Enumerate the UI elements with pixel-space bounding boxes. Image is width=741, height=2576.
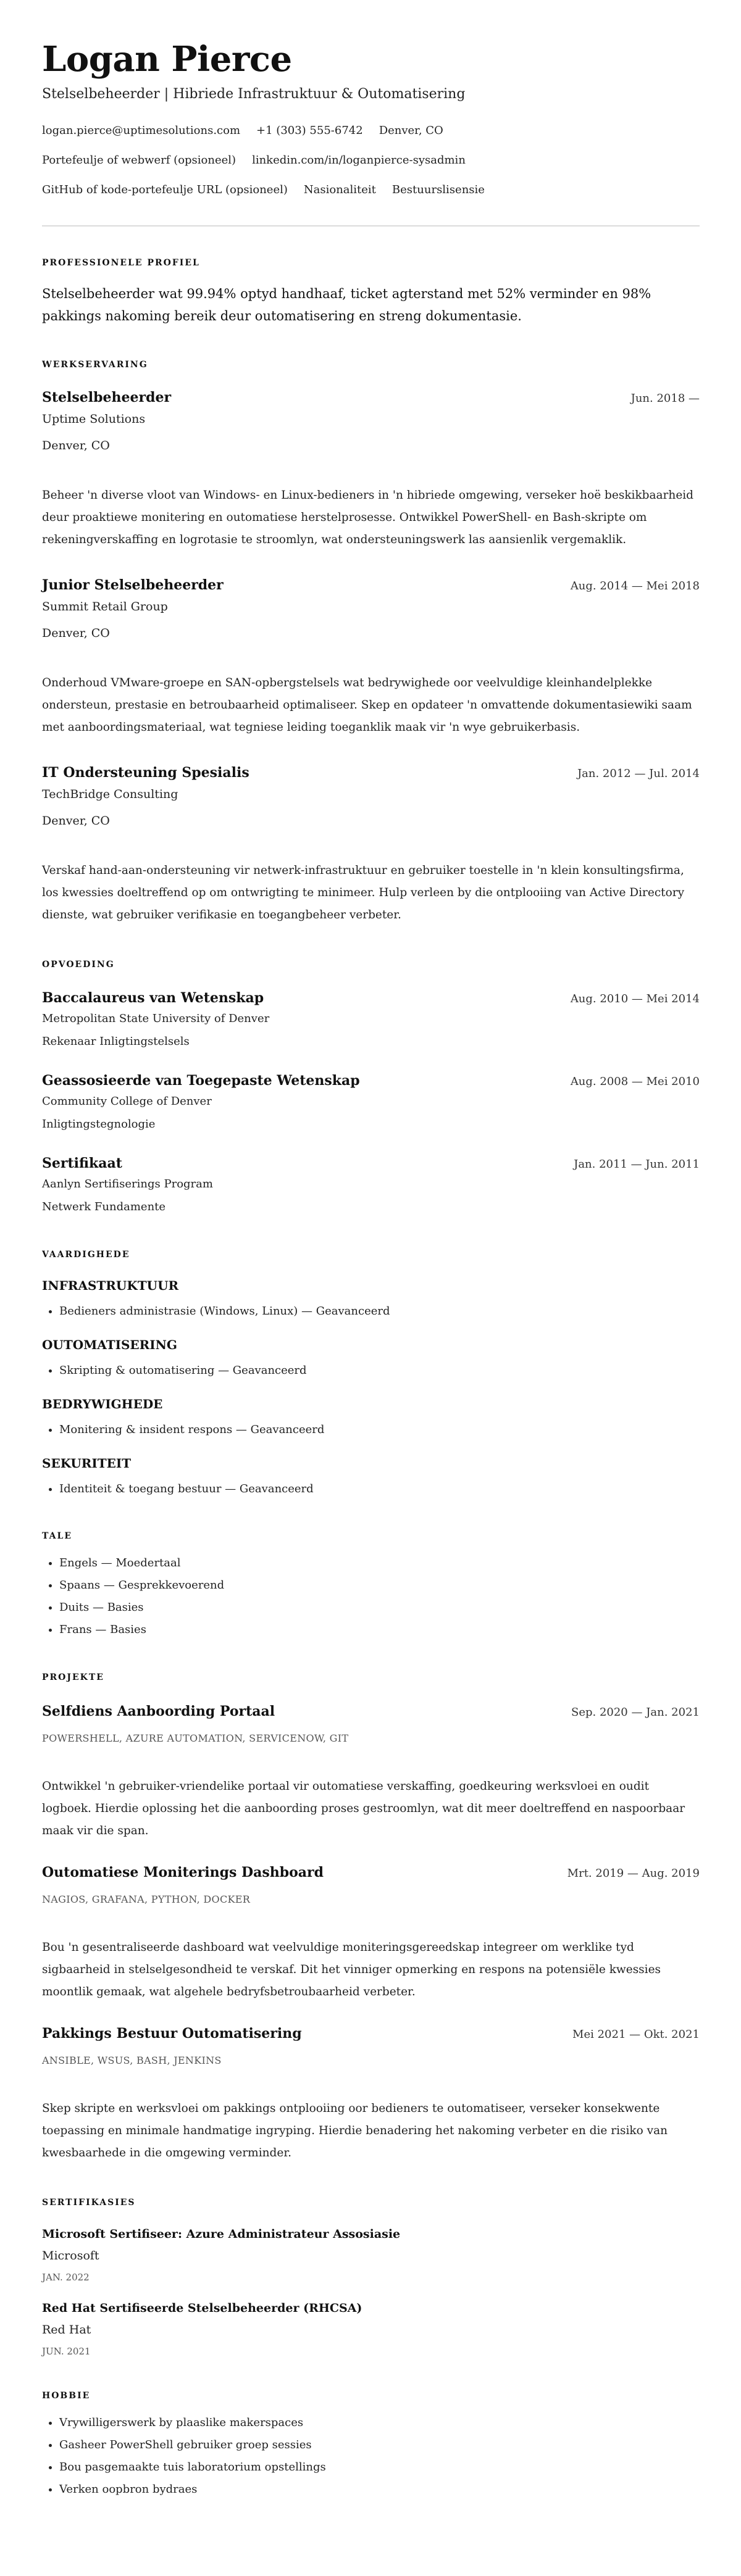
job-company: TechBridge Consulting — [42, 787, 178, 801]
institution: Community College of Denver — [42, 1095, 212, 1108]
language-item: • Duits — Basies — [59, 1597, 700, 1619]
education-dates: Aug. 2008 — Mei 2010 — [570, 1075, 700, 1088]
contact-item: Nasionaliteit — [303, 183, 376, 196]
experience-list — [42, 388, 700, 926]
project-tech-tags: NAGIOS, GRAFANA, PYTHON, DOCKER — [42, 1893, 251, 1905]
project-header — [42, 2024, 700, 2044]
section-heading-profile: PROFESSIONELE PROFIEL — [42, 258, 200, 268]
education-dates: Jan. 2011 — Jun. 2011 — [574, 1158, 700, 1171]
certification-entry — [42, 2225, 700, 2285]
language-item: • Frans — Basies — [59, 1619, 700, 1641]
job-entry — [42, 763, 700, 926]
degree-title: Sertifikaat — [42, 1155, 122, 1171]
project-dates: Mrt. 2019 — Aug. 2019 — [567, 1867, 700, 1880]
job-header — [42, 763, 700, 783]
contact-item: Bestuurslisensie — [391, 183, 485, 196]
contact-item: +1 (303) 555-6742 — [256, 124, 363, 137]
projects-list — [42, 1702, 700, 2164]
skill-item: • Skripting & outomatisering — Geavanceerd — [59, 1360, 700, 1382]
candidate-name: Logan Pierce — [42, 39, 292, 80]
education-entry — [42, 989, 700, 1051]
skill-category: OUTOMATISERING — [42, 1337, 177, 1352]
contact-item: linkedin.com/in/loganpierce-sysadmin — [252, 154, 466, 167]
project-description: Ontwikkel 'n gebruiker-vriendelike portaal vir outomatiese verskaffing, goedkeuring werksvloei en oudit logboek. Hierdie oplossing het die aanboording proses gestroomlyn, wat dit meer doeltreffend en naspoorbaar maak vir die span. — [42, 1780, 685, 1837]
job-location: Denver, CO — [42, 814, 110, 828]
header-divider — [42, 225, 700, 226]
education-header — [42, 1154, 700, 1174]
hobby-item: • Verken oopbron bydraes — [59, 2478, 700, 2501]
job-company: Uptime Solutions — [42, 412, 146, 426]
section-heading-experience: WERKSERVARING — [42, 360, 148, 370]
education-dates: Aug. 2010 — Mei 2014 — [570, 992, 700, 1005]
skill-item: • Bedieners administrasie (Windows, Linux) — Geavanceerd — [59, 1300, 700, 1323]
job-header — [42, 388, 700, 408]
certification-issuer: Microsoft — [42, 2249, 99, 2262]
project-description: Bou 'n gesentraliseerde dashboard wat veelvuldige moniteringsgereedskap integreer om werklike tyd sigbaarheid in stelselgesondheid te verskaf. Dit het vinniger opmerking en respons na potensiële kwessies moontlik gemaak, wat algehele bedryfsbetroubaarheid verbeter. — [42, 1941, 661, 1998]
degree-title: Geassosieerde van Toegepaste Wetenskap — [42, 1073, 360, 1089]
section-heading-projects: PROJEKTE — [42, 1672, 104, 1682]
job-location: Denver, CO — [42, 626, 110, 640]
job-description: Onderhoud VMware-groepe en SAN-opbergstelsels wat bedrywighede oor veelvuldige kleinhandelplekke ondersteun, prestasie en betroubaarheid optimaliseer. Skep en opdateer 'n omvattende dokumentasiewiki saam met aanboordingsmateriaal, wat tegniese leiding toeganklik maak vir 'n wye gebruikerbasis. — [42, 676, 692, 734]
section-heading-languages: TALE — [42, 1531, 73, 1541]
contact-item: logan.pierce@uptimesolutions.com — [42, 124, 241, 137]
education-header — [42, 989, 700, 1008]
project-title: Selfdiens Aanboording Portaal — [42, 1703, 275, 1719]
job-description: Verskaf hand-aan-ondersteuning vir netwerk-infrastruktuur en gebruiker toestelle in 'n klein konsultingsfirma, los kwessies doeltreffend op om ontwrigting te minimeer. Hulp verleen by die ontplooiing van Active Directory dienste, wat gebruiker verifikasie en toegangbeheer verbeter. — [42, 864, 685, 921]
job-location: Denver, CO — [42, 439, 110, 452]
languages-list — [42, 1552, 700, 1641]
job-description: Beheer 'n diverse vloot van Windows- en Linux-bedieners in 'n hibriede omgewing, verseker hoë beskikbaarheid deur proaktiewe monitering en outomatiese herstelprosesse. Ontwikkel PowerShell- en Bash-skripte om rekeningverskaffing en logrotasie te stroomlyn, wat ondersteuningswerk las aansienlik vergemaklik. — [42, 489, 694, 546]
certification-issuer: Red Hat — [42, 2323, 91, 2337]
hobbies-list — [42, 2412, 700, 2501]
project-header — [42, 1702, 700, 1722]
job-title: IT Ondersteuning Spesialis — [42, 765, 249, 781]
section-heading-education: OPVOEDING — [42, 960, 115, 970]
hobby-item: • Bou pasgemaakte tuis laboratorium opstellings — [59, 2456, 700, 2478]
section-heading-hobbies: HOBBIE — [42, 2391, 91, 2401]
skill-category: SEKURITEIT — [42, 1456, 132, 1471]
project-tech-tags: ANSIBLE, WSUS, BASH, JENKINS — [42, 2055, 222, 2066]
contact-item: Denver, CO — [379, 124, 443, 137]
skill-items — [42, 1419, 700, 1441]
language-item: • Engels — Moedertaal — [59, 1552, 700, 1574]
contact-line — [42, 116, 700, 146]
skill-items — [42, 1360, 700, 1382]
contact-line — [42, 146, 700, 175]
project-dates: Sep. 2020 — Jan. 2021 — [571, 1706, 700, 1719]
skill-category: BEDRYWIGHEDE — [42, 1397, 163, 1411]
contact-line — [42, 175, 700, 205]
skills-list — [42, 1277, 700, 1500]
project-entry — [42, 1702, 700, 1842]
skill-item: • Identiteit & toegang bestuur — Geavanceerd — [59, 1478, 700, 1500]
job-dates: Aug. 2014 — Mei 2018 — [570, 580, 700, 592]
certification-title: Red Hat Sertifiseerde Stelselbeheerder (RHCSA) — [42, 2301, 362, 2315]
certification-date: JAN. 2022 — [42, 2272, 90, 2283]
project-dates: Mei 2021 — Okt. 2021 — [572, 2028, 700, 2041]
certification-entry — [42, 2300, 700, 2359]
project-description: Skep skripte en werksvloei om pakkings ontplooiing oor bedieners te outomatiseer, verseker konsekwente toepassing en minimale handmatige ingryping. Hierdie benadering het nakoming verbeter en die risiko van kwesbaarhede in die omgewing verminder. — [42, 2102, 668, 2159]
profile-summary: Stelselbeheerder wat 99.94% optyd handhaaf, ticket agterstand met 52% verminder en 98% pakkings nakoming bereik deur outomatisering en streng dokumentasie. — [42, 286, 651, 323]
candidate-headline: Stelselbeheerder | Hibriede Infrastruktuur & Outomatisering — [42, 86, 466, 102]
project-title: Pakkings Bestuur Outomatisering — [42, 2025, 302, 2042]
project-entry — [42, 1863, 700, 2003]
section-heading-skills: VAARDIGHEDE — [42, 1250, 130, 1260]
job-dates: Jun. 2018 — — [630, 392, 700, 405]
contact-info — [42, 116, 700, 205]
contact-item: GitHub of kode-portefeulje URL (opsioneel) — [42, 183, 288, 196]
education-entry — [42, 1071, 700, 1134]
institution: Aanlyn Sertifiserings Program — [42, 1178, 213, 1190]
field-of-study: Inligtingstegnologie — [42, 1118, 156, 1131]
certification-date: JUN. 2021 — [42, 2346, 91, 2357]
degree-title: Baccalaureus van Wetenskap — [42, 990, 264, 1006]
hobby-item: • Vrywilligerswerk by plaaslike makerspaces — [59, 2412, 700, 2434]
education-list — [42, 989, 700, 1216]
job-company: Summit Retail Group — [42, 600, 168, 613]
contact-item: Portefeulje of webwerf (opsioneel) — [42, 154, 237, 167]
field-of-study: Rekenaar Inligtingstelsels — [42, 1035, 190, 1048]
skill-category: INFRASTRUKTUUR — [42, 1278, 179, 1293]
hobby-item: • Gasheer PowerShell gebruiker groep sessies — [59, 2434, 700, 2456]
job-entry — [42, 576, 700, 739]
education-header — [42, 1071, 700, 1091]
skill-items — [42, 1300, 700, 1323]
job-title: Stelselbeheerder — [42, 389, 172, 405]
institution: Metropolitan State University of Denver — [42, 1012, 270, 1025]
project-header — [42, 1863, 700, 1883]
language-item: • Spaans — Gesprekkevoerend — [59, 1574, 700, 1597]
job-header — [42, 576, 700, 596]
job-title: Junior Stelselbeheerder — [42, 577, 224, 593]
certification-title: Microsoft Sertifiseer: Azure Administrateur Assosiasie — [42, 2227, 401, 2241]
project-title: Outomatiese Moniterings Dashboard — [42, 1864, 324, 1880]
job-dates: Jan. 2012 — Jul. 2014 — [577, 767, 700, 780]
skill-item: • Monitering & insident respons — Geavanceerd — [59, 1419, 700, 1441]
job-entry — [42, 388, 700, 551]
field-of-study: Netwerk Fundamente — [42, 1200, 166, 1213]
project-tech-tags: POWERSHELL, AZURE AUTOMATION, SERVICENOW, GIT — [42, 1732, 349, 1744]
education-entry — [42, 1154, 700, 1216]
skill-items — [42, 1478, 700, 1500]
section-heading-certifications: SERTIFIKASIES — [42, 2198, 136, 2208]
certifications-list — [42, 2225, 700, 2359]
project-entry — [42, 2024, 700, 2164]
